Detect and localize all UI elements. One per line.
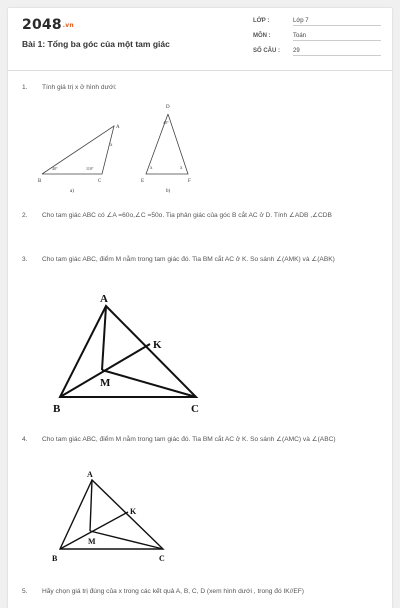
caption-a: a) <box>70 189 74 194</box>
worksheet-page <box>8 8 392 608</box>
question-number: 3. <box>22 256 28 263</box>
x-label: x <box>110 143 113 148</box>
lesson-title: Bài 1: Tổng ba góc của một tam giác <box>22 39 170 49</box>
x-label-f: x <box>180 166 183 171</box>
angle-d-label: 40° <box>163 120 169 125</box>
label-b: B <box>38 179 42 184</box>
question-text: Cho tam giác ABC, điểm M nằm trong tam giác đó. Tia BM cắt AC ở K. So sánh ∠(AMC) và ∠(ABC) <box>42 436 336 443</box>
question-text: Cho tam giác ABC có ∠A =60o,∠C =50o. Tia phân giác của góc B cắt AC ở D. Tính ∠ADB ,∠CDB <box>42 212 332 219</box>
figure-3 <box>48 286 218 416</box>
label-d: D <box>166 105 170 110</box>
label-b: B <box>52 554 58 563</box>
figure-1 <box>34 96 204 196</box>
label-k: K <box>153 339 162 351</box>
label-a: A <box>87 470 93 479</box>
question-number: 1. <box>22 84 28 91</box>
meta-label: SỐ CÂU : <box>253 48 280 54</box>
question-text: Hãy chọn giá trị đúng của x trong các kết quả A, B, C, D (xem hình dưới , trong đó IK//EF) <box>42 588 304 595</box>
label-f: F <box>188 179 191 184</box>
label-a: A <box>100 293 108 305</box>
label-c: C <box>98 179 102 184</box>
logo-text: 2048 <box>22 17 62 33</box>
label-k: K <box>130 507 137 516</box>
worksheet-header <box>8 8 392 71</box>
figure-3-lines <box>60 306 196 397</box>
site-logo[interactable] <box>22 17 74 33</box>
logo-suffix: .vn <box>62 21 74 29</box>
question-number: 4. <box>22 436 28 443</box>
meta-label: MÔN : <box>253 33 271 39</box>
angle-c-label: 110° <box>86 166 94 171</box>
question-number: 5. <box>22 588 28 595</box>
angle-b-label: 40° <box>52 166 58 171</box>
meta-label: LỚP : <box>253 18 270 24</box>
question-text: Cho tam giác ABC, điểm M nằm trong tam giác đó. Tia BM cắt AC ở K. So sánh ∠(AMK) và ∠(ABK) <box>42 256 335 263</box>
question-text: Tính giá trị x ở hình dưới: <box>42 84 117 91</box>
label-c: C <box>191 403 199 415</box>
meta-value: Toán <box>293 33 381 41</box>
caption-b: b) <box>166 189 171 194</box>
label-m: M <box>88 537 96 546</box>
figure-4 <box>48 468 178 568</box>
question-number: 2. <box>22 212 28 219</box>
x-label-e: x <box>150 166 153 171</box>
label-a: A <box>116 125 120 130</box>
meta-value: 29 <box>293 48 381 56</box>
label-c: C <box>159 554 165 563</box>
label-m: M <box>100 377 111 389</box>
meta-value: Lớp 7 <box>293 18 381 26</box>
label-e: E <box>141 179 145 184</box>
label-b: B <box>53 403 61 415</box>
figure-4-lines <box>60 480 163 549</box>
